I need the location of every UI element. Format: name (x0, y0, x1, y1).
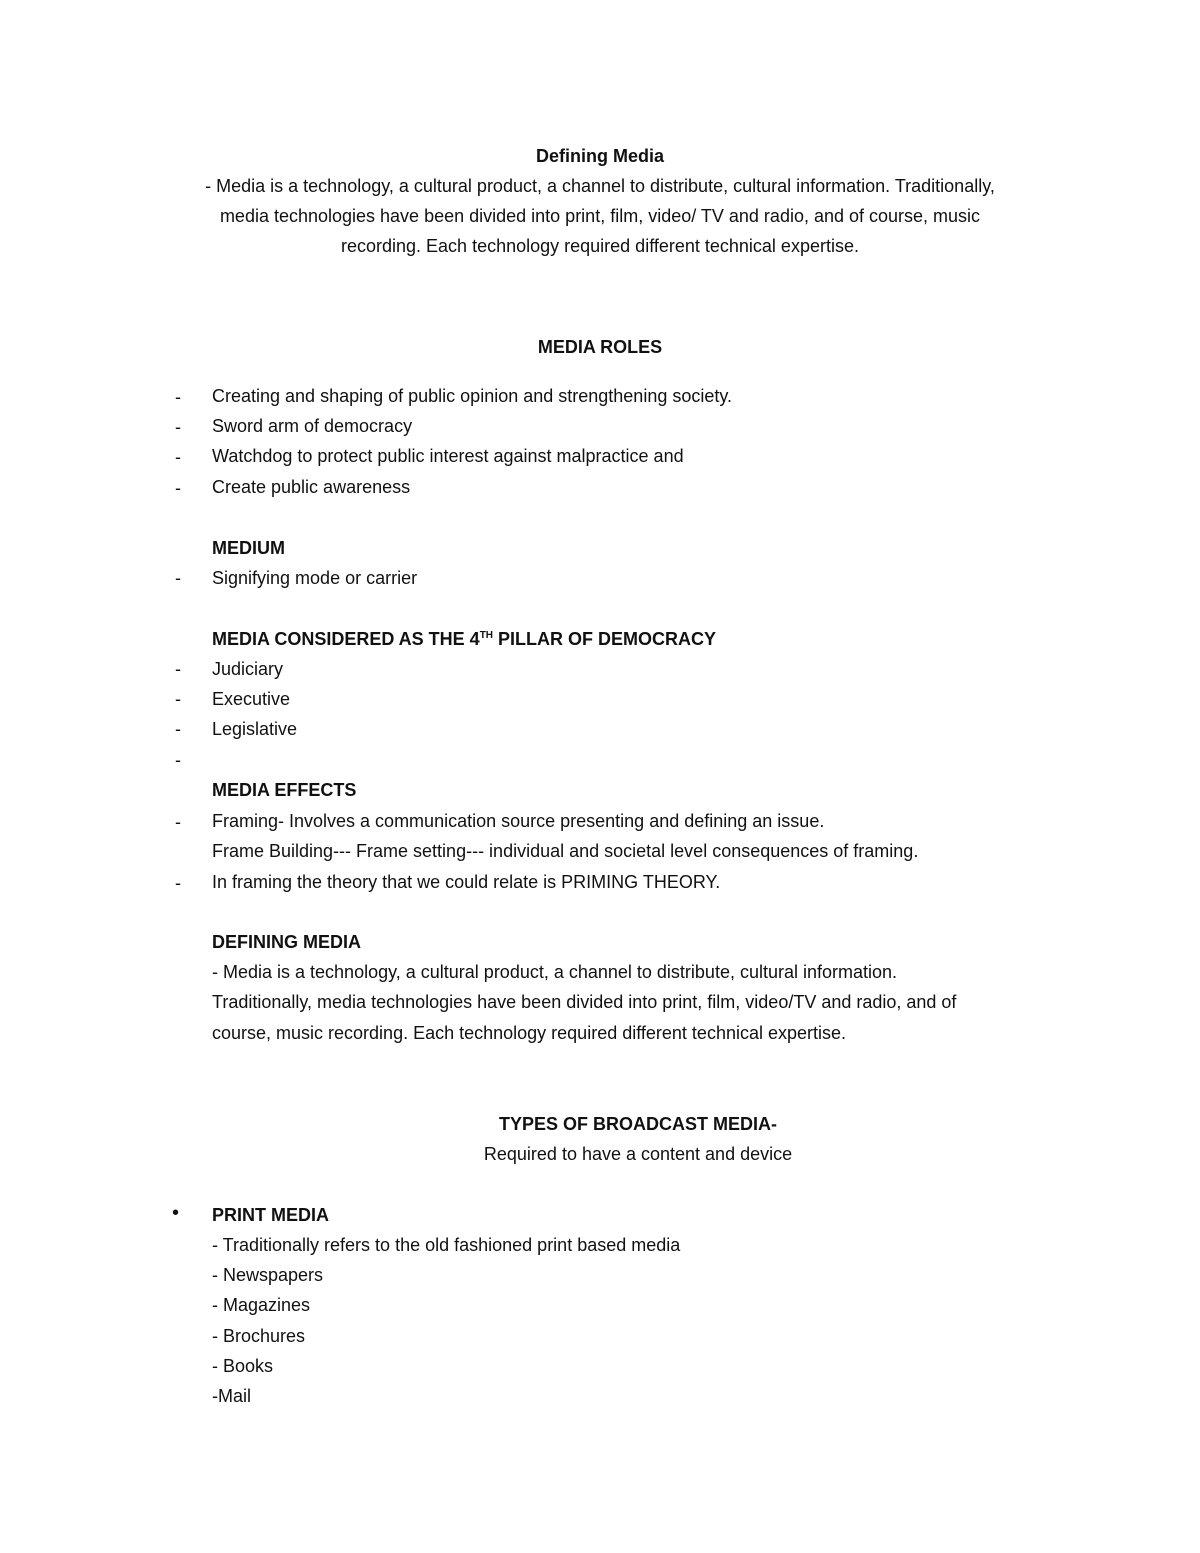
pillar-title-pre: MEDIA CONSIDERED AS THE 4 (212, 629, 480, 649)
section-title-fourth-pillar (212, 627, 716, 651)
list-dash: - (175, 478, 181, 498)
list-item: In framing the theory that we could relate is PRIMING THEORY. (212, 872, 721, 892)
list-dash: - (175, 812, 181, 832)
list-item: - Books (212, 1356, 274, 1376)
list-dash: - (175, 387, 181, 407)
list-item: - Magazines (212, 1295, 311, 1315)
list-item: Signifying mode or carrier (212, 568, 418, 588)
list-item: Sword arm of democracy (212, 416, 413, 436)
list-item-continuation: Frame Building--- Frame setting--- individual and societal level consequences of framing. (212, 841, 919, 861)
list-item: - Newspapers (212, 1265, 324, 1285)
section-title-defining-media: Defining Media (535, 146, 664, 166)
paragraph-line: - Media is a technology, a cultural product, a channel to distribute, cultural information. Traditionally, (205, 176, 995, 196)
paragraph-line: media technologies have been divided into print, film, video/ TV and radio, and of course, music (219, 206, 981, 226)
section-title-broadcast: TYPES OF BROADCAST MEDIA- (498, 1114, 777, 1134)
paragraph-line: - Media is a technology, a cultural product, a channel to distribute, cultural information. (212, 962, 898, 982)
section-title-defining-media-2: DEFINING MEDIA (212, 932, 362, 952)
pillar-title-sup: TH (479, 630, 494, 641)
section-title-medium: MEDIUM (212, 538, 285, 558)
bullet-icon: • (172, 1202, 180, 1224)
list-dash: - (175, 659, 181, 679)
pillar-title-post: PILLAR OF DEMOCRACY (493, 629, 717, 649)
list-item: Legislative (212, 719, 298, 739)
section-title-media-effects: MEDIA EFFECTS (212, 780, 357, 800)
list-dash: - (175, 873, 181, 893)
list-item: -Mail (212, 1386, 251, 1406)
section-subtitle-broadcast: Required to have a content and device (483, 1144, 793, 1164)
paragraph-line: recording. Each technology required different technical expertise. (341, 236, 859, 256)
list-dash: - (175, 689, 181, 709)
list-item: Executive (212, 689, 291, 709)
section-title-print-media: PRINT MEDIA (212, 1205, 329, 1225)
list-item: Create public awareness (212, 477, 411, 497)
paragraph-line: Traditionally, media technologies have been divided into print, film, video/TV and radio, and of (212, 992, 957, 1012)
list-dash: - (175, 750, 181, 770)
list-item: Framing- Involves a communication source presenting and defining an issue. (212, 811, 825, 831)
list-item: Creating and shaping of public opinion and strengthening society. (212, 386, 733, 406)
list-item: Watchdog to protect public interest against malpractice and (212, 446, 684, 466)
list-dash: - (175, 447, 181, 467)
list-dash: - (175, 417, 181, 437)
section-title-media-roles: MEDIA ROLES (537, 337, 663, 357)
list-item: - Traditionally refers to the old fashioned print based media (212, 1235, 681, 1255)
list-dash: - (175, 568, 181, 588)
list-item: - Brochures (212, 1326, 306, 1346)
paragraph-line: course, music recording. Each technology required different technical expertise. (212, 1023, 847, 1043)
list-item: Judiciary (212, 659, 284, 679)
list-dash: - (175, 719, 181, 739)
